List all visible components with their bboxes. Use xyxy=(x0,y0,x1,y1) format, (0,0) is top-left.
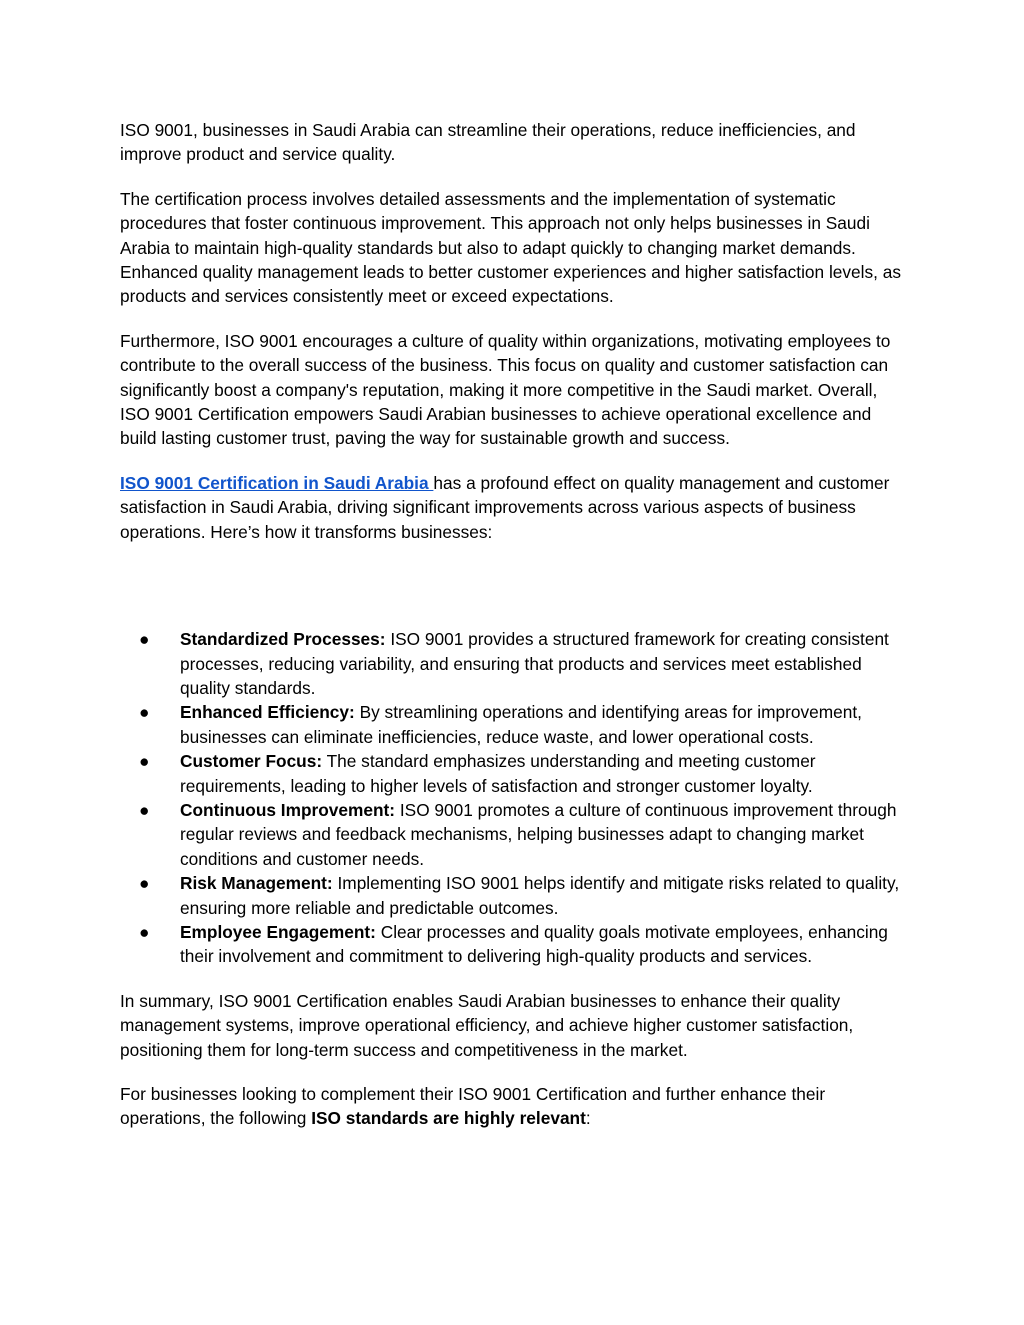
related-standards-text: For businesses looking to complement their ISO 9001 Certification and further enhance their operations, the following xyxy=(120,1084,826,1129)
benefits-list xyxy=(120,627,904,969)
list-item-title: Continuous Improvement: xyxy=(180,799,396,820)
list-item-title: Standardized Processes: xyxy=(180,629,386,650)
list-item-title: Customer Focus: xyxy=(180,751,323,772)
list-item-text: By streamlining operations and identifying areas for improvement, businesses can eliminate inefficiencies, reduce waste, and lower operational costs. xyxy=(180,702,862,747)
list-item xyxy=(120,627,904,700)
list-item-text: Implementing ISO 9001 helps identify and mitigate risks related to quality, ensuring more reliable and predictable outcomes. xyxy=(180,873,900,918)
list-item xyxy=(120,749,904,798)
list-item xyxy=(120,700,904,749)
bullet-icon: ● xyxy=(139,921,150,942)
related-standards-paragraph xyxy=(120,1082,904,1131)
list-item xyxy=(120,798,904,871)
list-item xyxy=(120,920,904,969)
list-item xyxy=(120,871,904,920)
intro-paragraph: ISO 9001, businesses in Saudi Arabia can streamline their operations, reduce inefficiencies, and improve product and service quality. xyxy=(120,120,856,165)
list-item-text: The standard emphasizes understanding and meeting customer requirements, leading to higher levels of satisfaction and stronger customer loyalty. xyxy=(180,751,816,796)
list-item-title: Risk Management: xyxy=(180,873,333,894)
related-standards-colon: : xyxy=(585,1108,591,1129)
list-item-title: Enhanced Efficiency: xyxy=(180,702,355,723)
related-standards-emphasis: ISO standards are highly relevant xyxy=(311,1108,586,1129)
certification-process-paragraph: The certification process involves detailed assessments and the implementation of systematic procedures that foster continuous improvement. This approach not only helps businesses in Saudi Arabia to maintain high-quality standards but also to adapt quickly to changing market demands. Enhanced quality management leads to better customer experiences and higher satisfaction levels, as products and services consistently meet or exceed expectations. xyxy=(120,188,901,307)
bullet-icon: ● xyxy=(139,629,150,650)
list-item-title: Employee Engagement: xyxy=(180,921,376,942)
list-item-text: Clear processes and quality goals motivate employees, enhancing their involvement and commitment to delivering high-quality products and services. xyxy=(180,921,888,967)
bullet-icon: ● xyxy=(139,873,150,894)
iso-certification-link[interactable]: ISO 9001 Certification in Saudi Arabia xyxy=(120,472,434,493)
bullet-icon: ● xyxy=(139,702,150,723)
summary-paragraph: In summary, ISO 9001 Certification enables Saudi Arabian businesses to enhance their quality management systems, improve operational efficiency, and achieve higher customer satisfaction, positioning them for long-term success and competitiveness in the market. xyxy=(120,990,854,1060)
impact-paragraph-text: has a profound effect on quality management and customer satisfaction in Saudi Arabia, driving significant improvements across various aspects of business operations. Here’s how it transforms businesses: xyxy=(120,472,890,542)
quality-culture-paragraph: Furthermore, ISO 9001 encourages a culture of quality within organizations, motivating employees to contribute to the overall success of the business. This focus on quality and customer satisfaction can significantly boost a company's reputation, making it more competitive in the Saudi market. Overall, ISO 9001 Certification empowers Saudi Arabian businesses to achieve operational excellence and build lasting customer trust, paving the way for sustainable growth and success. xyxy=(120,330,891,449)
bullet-icon: ● xyxy=(139,751,150,772)
list-item-text: ISO 9001 promotes a culture of continuous improvement through regular reviews and feedback mechanisms, helping businesses adapt to changing market conditions and customer needs. xyxy=(180,799,897,869)
impact-paragraph xyxy=(120,471,904,544)
document-page xyxy=(120,118,904,1151)
blank-spacer xyxy=(120,564,904,627)
list-item-text: ISO 9001 provides a structured framework for creating consistent processes, reducing variability, and ensuring that products and services meet established quality standards. xyxy=(180,629,889,698)
bullet-icon: ● xyxy=(139,799,150,820)
